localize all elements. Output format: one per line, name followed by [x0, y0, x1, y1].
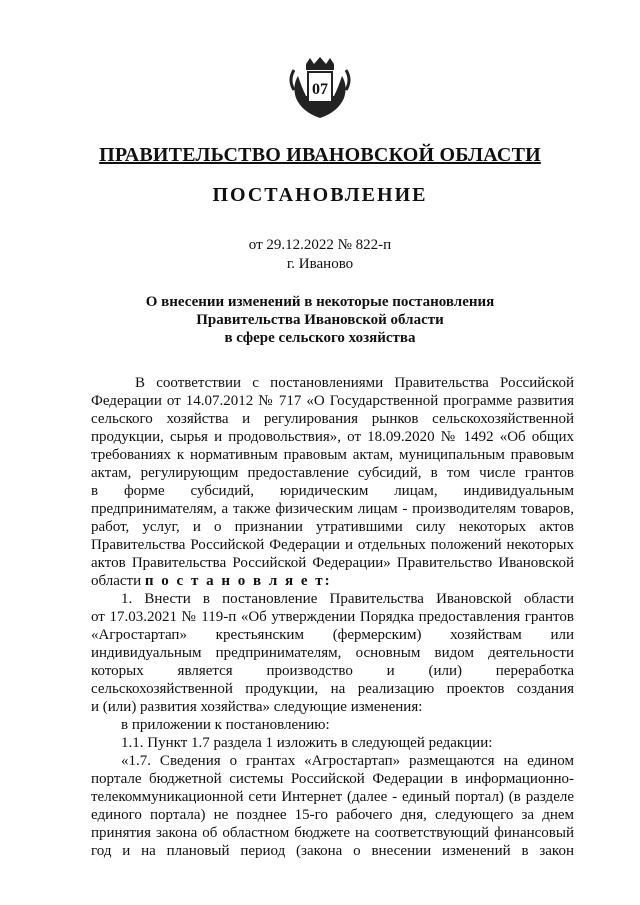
subject-line: О внесении изменений в некоторые постановления — [145, 294, 495, 310]
body-line: в приложении к постановлению: — [121, 717, 330, 733]
body-line: индивидуальным предпринимателям, основным видом деятельности — [91, 645, 574, 661]
body-line: актов Правительства Российской Федерации» Правительство Ивановской — [91, 555, 574, 571]
body-line: продукции, сырья и продовольствия», от 18.09.2020 № 1492 «Об общих — [91, 429, 574, 445]
body-line: «1.7. Сведения о грантах «Агростартап» размещаются на едином — [121, 753, 574, 769]
body-line — [91, 572, 574, 590]
body-line: от 17.03.2021 № 119-п «Об утверждении Порядка предоставления грантов — [91, 609, 574, 625]
document-city: г. Иваново — [286, 256, 354, 272]
body-line: портале бюджетной системы Российской Федерации в информационно- — [91, 771, 574, 787]
body-line: В соответствии с постановлениями Правительства Российской — [135, 375, 574, 391]
coat-of-arms-emblem — [288, 56, 352, 122]
resolution-word: п о с т а н о в л я е т: — [144, 573, 332, 589]
organization-title: ПРАВИТЕЛЬСТВО ИВАНОВСКОЙ ОБЛАСТИ — [99, 144, 541, 166]
document-subject — [0, 293, 640, 347]
body-line: предпринимателям, а также физическим лицам - производителям товаров, — [91, 501, 574, 517]
body-line: которых является производство и (или) переработка — [91, 663, 574, 679]
body-text: области — [91, 573, 142, 589]
body-line: 1. Внести в постановление Правительства Ивановской области — [121, 591, 574, 607]
subject-line: Правительства Ивановской области — [196, 312, 444, 328]
body-line: принятия закона об областном бюджете на соответствующий финансовый — [91, 825, 574, 841]
body-line: требованиях к нормативным правовым актам, муниципальным правовым — [91, 447, 574, 463]
body-line: 1.1. Пункт 1.7 раздела 1 изложить в следующей редакции: — [121, 735, 493, 751]
body-line: Федерации от 14.07.2012 № 717 «О Государственной программе развития — [91, 393, 574, 409]
body-line: сельскохозяйственной продукции, на реализацию проектов создания — [91, 681, 574, 697]
body-line: единого портала) не позднее 15-го рабочего дня, следующего за днем — [91, 807, 574, 823]
document-date-number: от 29.12.2022 № 822-п — [248, 237, 392, 253]
body-line: работ, услуг, и о признании утратившими силу некоторых актов — [91, 519, 574, 535]
body-line: в форме субсидий, юридическим лицам, индивидуальным — [91, 483, 574, 499]
document-type: ПОСТАНОВЛЕНИЕ — [212, 184, 428, 206]
subject-line: в сфере сельского хозяйства — [224, 330, 416, 346]
body-line: и (или) развития хозяйства» следующие изменения: — [91, 699, 423, 715]
body-line: «Агростартап» крестьянским (фермерским) хозяйствам или — [91, 627, 574, 643]
body-line: Правительства Российской Федерации и отдельных положений некоторых — [91, 537, 574, 553]
body-line: сельского хозяйства и регулирования рынков сельскохозяйственной — [91, 411, 574, 427]
body-line: год и на плановый период (закона о внесении изменений в закон — [91, 843, 574, 859]
emblem-number: 07 — [312, 81, 328, 98]
body-line: телекоммуникационной сети Интернет (далее - единый портал) (в разделе — [91, 789, 574, 805]
document-body — [91, 374, 574, 860]
body-line: актам, регулирующим предоставление субсидий, в том числе грантов — [91, 465, 574, 481]
